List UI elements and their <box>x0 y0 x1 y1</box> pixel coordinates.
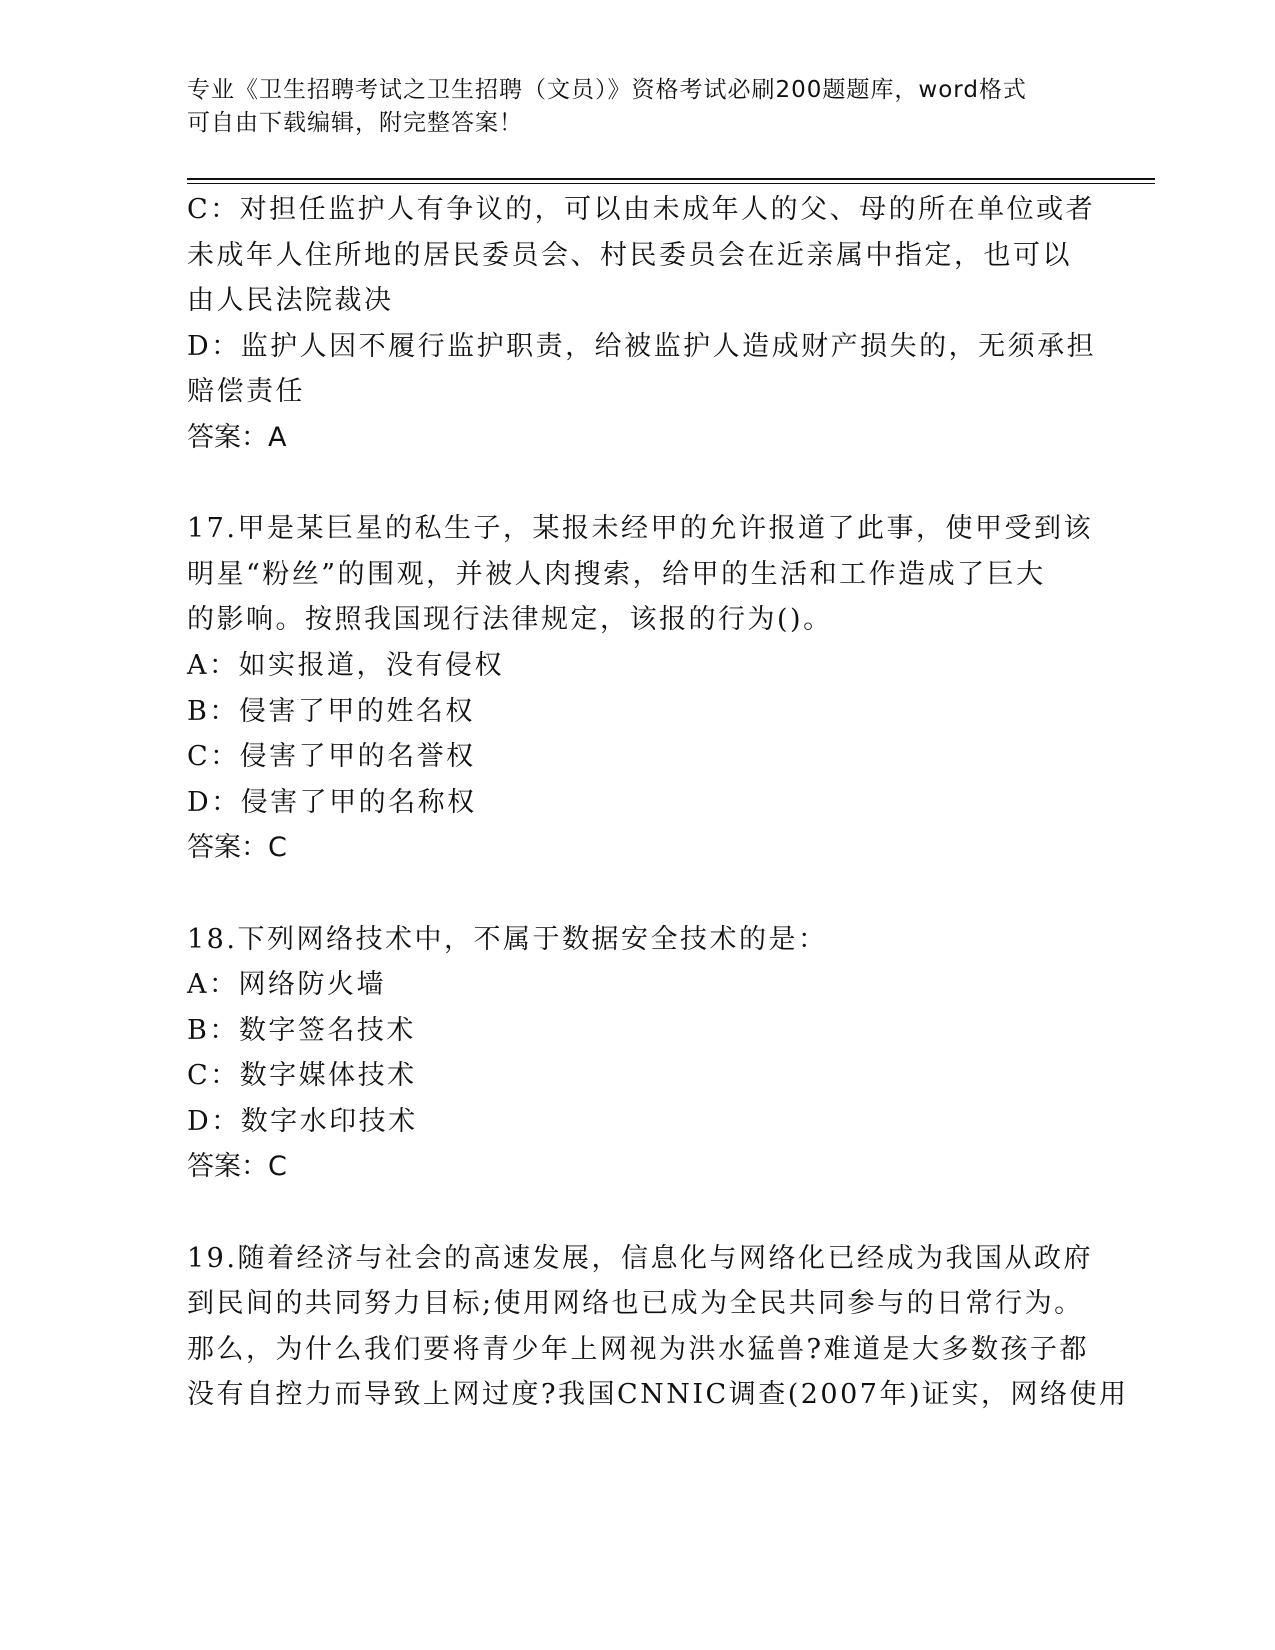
question-stem-line-1: 17.甲是某巨星的私生子，某报未经甲的允许报道了此事，使甲受到该 <box>187 513 1093 545</box>
question-stem-line-1: 19.随着经济与社会的高速发展，信息化与网络化已经成为我国从政府 <box>187 1242 1093 1274</box>
question-stem: 18.下列网络技术中，不属于数据安全技术的是： <box>187 923 828 955</box>
option-c-line-1: C：对担任监护人有争议的，可以由未成年人的父、母的所在单位或者 <box>187 194 1096 225</box>
spacer <box>187 461 1087 507</box>
document-body <box>187 187 1129 1418</box>
option-d-line-1: D：监护人因不履行监护职责，给被监护人造成财产损失的，无须承担 <box>187 330 1097 362</box>
option-c: C：侵害了甲的名誉权 <box>187 741 476 773</box>
option-c: C：数字媒体技术 <box>187 1060 417 1092</box>
question-stem-line-3: 的影响。按照我国现行法律规定，该报的行为()。 <box>187 604 833 636</box>
answer-label: 答案：C <box>187 832 287 864</box>
option-c-line-3: 由人民法院裁决 <box>187 285 394 317</box>
option-b: B：侵害了甲的姓名权 <box>187 695 475 727</box>
question-stem-line-3: 那么，为什么我们要将青少年上网视为洪水猛兽?难道是大多数孩子都 <box>187 1333 1089 1365</box>
spacer <box>187 871 1087 917</box>
spacer <box>187 1190 1087 1236</box>
option-d-line-2: 赔偿责任 <box>187 376 305 408</box>
option-a: A：网络防火墙 <box>187 969 386 1001</box>
header-rule-thin <box>187 183 1155 184</box>
question-18 <box>187 917 1087 1191</box>
document-header <box>187 74 1067 140</box>
question-16-tail <box>187 187 1097 461</box>
question-stem-line-4: 没有自控力而导致上网过度?我国CNNIC调查(2007年)证实，网络使用 <box>187 1379 1129 1411</box>
option-b: B：数字签名技术 <box>187 1014 416 1046</box>
option-d: D：侵害了甲的名称权 <box>187 786 477 818</box>
option-c-line-2: 未成年人住所地的居民委员会、村民委员会在近亲属中指定，也可以 <box>187 239 1072 271</box>
header-title-line-1: 专业《卫生招聘考试之卫生招聘（文员）》资格考试必刷200题题库，word格式 <box>187 77 1027 103</box>
answer-label: 答案：C <box>187 1151 287 1183</box>
question-stem-line-2: 明星“粉丝”的围观，并被人肉搜索，给甲的生活和工作造成了巨大 <box>187 558 1046 590</box>
header-title-line-2: 可自由下载编辑，附完整答案！ <box>187 110 523 136</box>
answer-label: 答案：A <box>187 421 287 453</box>
header-rule-thick <box>187 178 1155 180</box>
question-19 <box>187 1236 1129 1418</box>
question-stem-line-2: 到民间的共同努力目标;使用网络也已成为全民共同参与的日常行为。 <box>187 1288 1084 1320</box>
option-d: D：数字水印技术 <box>187 1105 418 1137</box>
question-17 <box>187 506 1093 871</box>
option-a: A：如实报道，没有侵权 <box>187 649 504 681</box>
